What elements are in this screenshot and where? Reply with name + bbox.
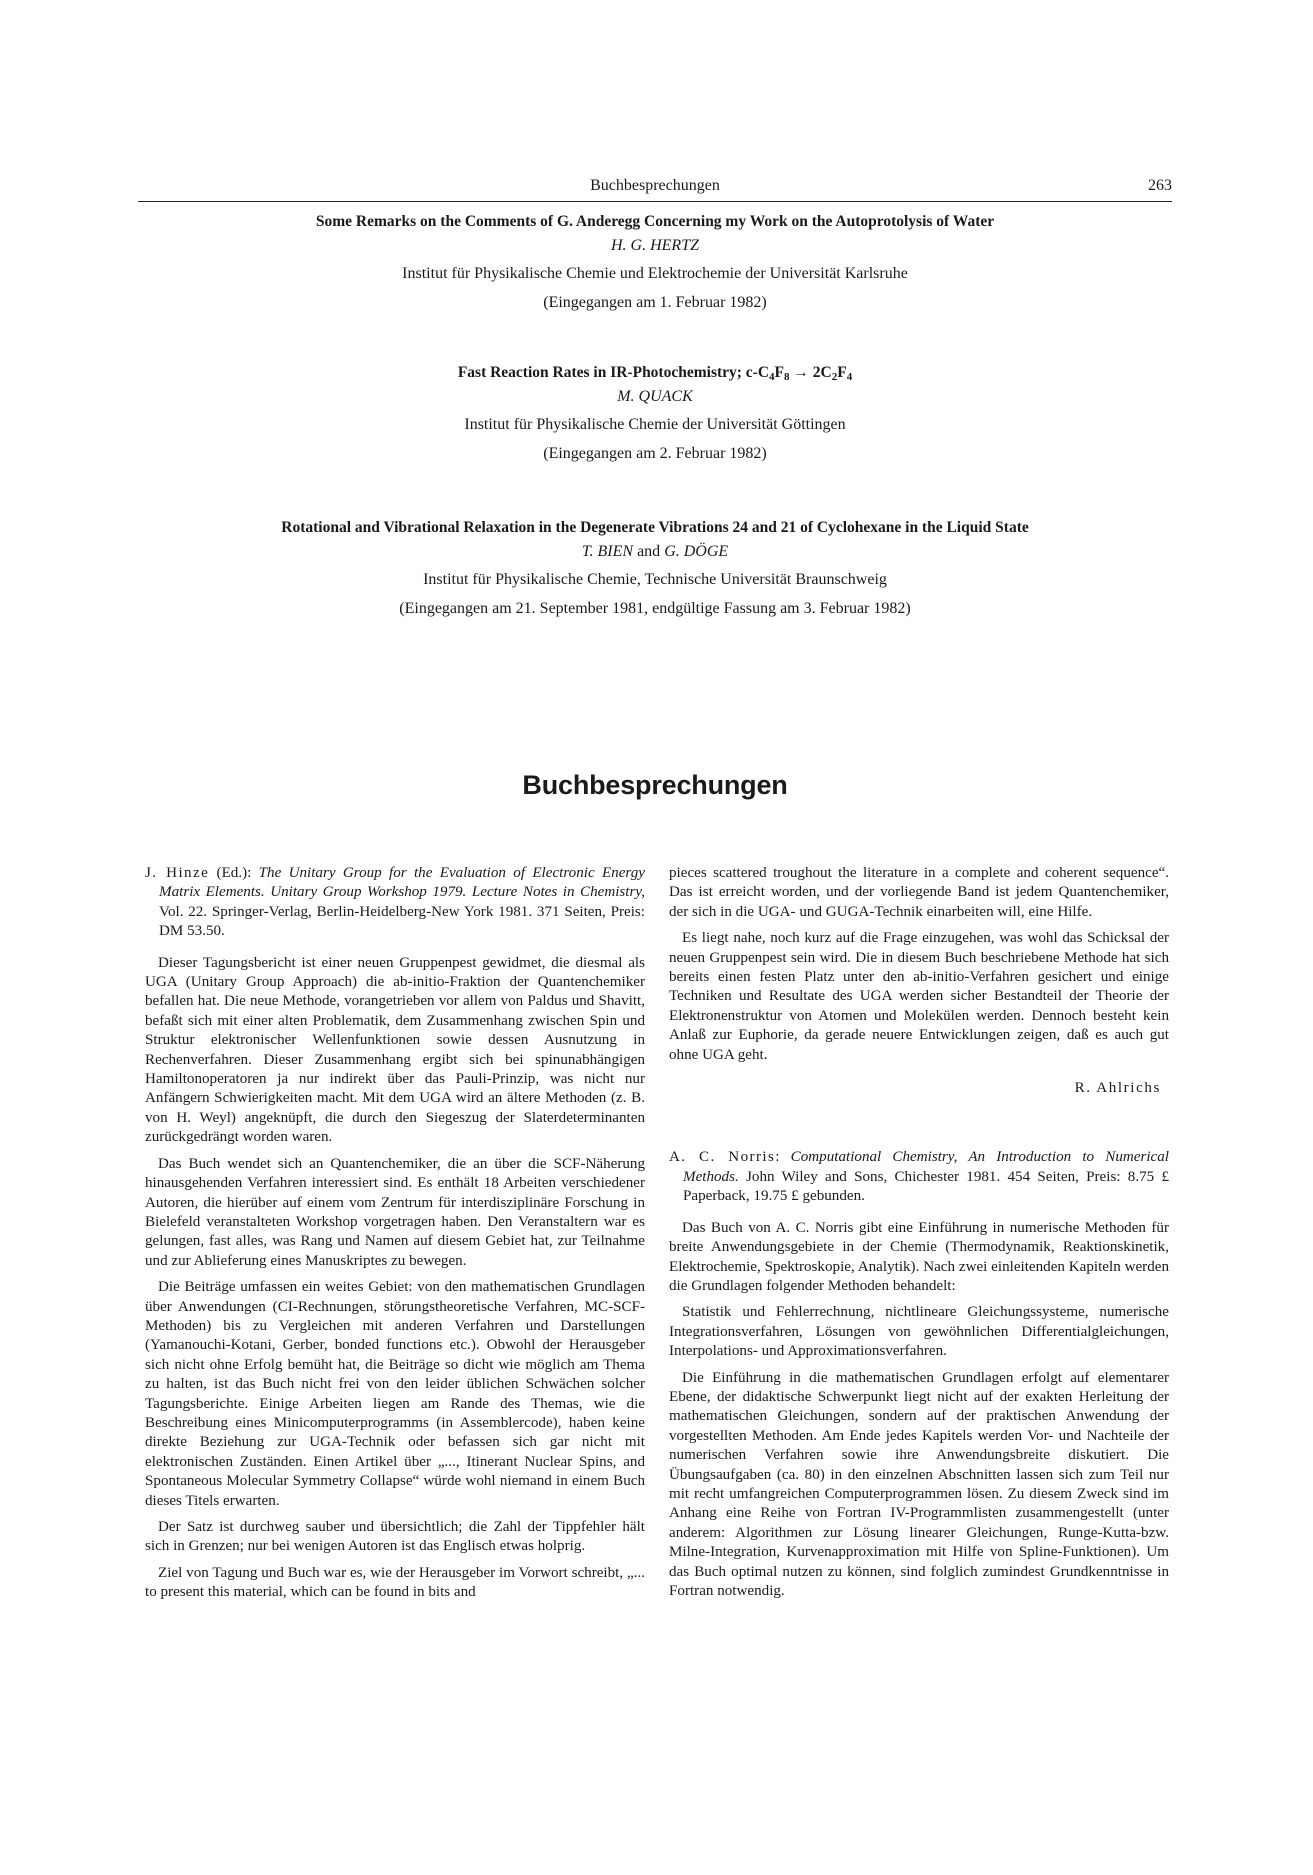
- section-heading: Buchbesprechungen: [522, 770, 788, 800]
- author-name: T. BIEN: [581, 543, 634, 560]
- notice-title: [138, 363, 1172, 383]
- review-paragraph: Der Satz ist durchweg sauber und übersichtlich; die Zahl der Tippfehler hält sich in Grenzen; nur bei wenigen Autoren ist das Englisch etwas holprig.: [145, 1519, 645, 1555]
- running-header: [138, 175, 1172, 202]
- notice-3: [138, 518, 1172, 624]
- notice-author: H. G. HERTZ: [610, 237, 699, 254]
- review-paragraph: Die Einführung in die mathematischen Grundlagen erfolgt auf elementarer Ebene, der didaktische Schwerpunkt liegt nicht auf der exakten Herleitung der mathematischen Gleichungen, sondern auf der praktischen Anwendung der vorgestellten Methoden. Am Ende jedes Kapitels werden Vor- und Nachteile der numerischen Verfahren sowie ihre Anwendungsbreite diskutiert. Die Übungsaufgaben (ca. 80) in den einzelnen Abschnitten lassen sich zum Teil nur mit recht umfangreichen Computerprogrammen lösen. Zu diesem Zweck sind im Anhang eine Reihe von Fortran IV-Programmlisten zusammengestellt (unter anderem: Algorithmen zur Lösung linearer Gleichungen, Runge-Kutta-bzw. Milne-Integration, Kurvenapproximation mit Hilfe von Spline-Funktionen). Um das Buch optimal nutzen zu können, sind folglich zumindest Grundkenntnisse in Fortran notwendig.: [669, 1369, 1169, 1599]
- notice-title: Rotational and Vibrational Relaxation in the Degenerate Vibrations 24 and 21 of Cyclohexane in the Liquid State: [281, 519, 1029, 536]
- notice-received: (Eingegangen am 2. Februar 1982): [543, 445, 767, 462]
- running-title: Buchbesprechungen: [590, 177, 720, 194]
- notice-institution: Institut für Physikalische Chemie, Technische Universität Braunschweig: [423, 571, 887, 588]
- reviewer-name: R. Ahlrichs: [1074, 1080, 1161, 1097]
- notice-institution: Institut für Physikalische Chemie der Universität Göttingen: [464, 416, 846, 433]
- notice-1: [138, 212, 1172, 318]
- review-paragraph: Das Buch von A. C. Norris gibt eine Einführung in numerische Methoden für breite Anwendungsgebiete in der Chemie (Thermodynamik, Reaktionskinetik, Elektrochemie, Spektroskopie, Analytik). Nach zwei einleitenden Kapiteln werden die Grundlagen folgender Methoden behandelt:: [669, 1219, 1169, 1294]
- notice-received: (Eingegangen am 1. Februar 1982): [543, 294, 767, 311]
- ref-colon: :: [775, 1149, 791, 1166]
- review-paragraph: Ziel von Tagung und Buch war es, wie der Herausgeber im Vorwort schreibt, „... to present this material, which can be found in bits and: [145, 1564, 645, 1601]
- ref-title: Computational Chemistry, An Introduction to Numerical Methods.: [683, 1149, 1169, 1185]
- ref-details: Vol. 22. Springer-Verlag, Berlin-Heidelberg-New York 1981. 371 Seiten, Preis: DM 53.50.: [159, 903, 645, 940]
- author-conjunction: and: [633, 543, 665, 560]
- ref-author: J. Hinze: [145, 865, 210, 881]
- review-paragraph: Dieser Tagungsbericht ist einer neuen Gruppenpest gewidmet, die diesmal als UGA (Unitary Group Approach) die ab-initio-Fraktion der Quantenchemiker befallen hat. Die neue Methode, vorangetrieben vor allem von Paldus und Shavitt, befaßt sich mit einer alten Problematik, dem Zusammenhang zwischen Spin und Struktur elektronischer Wellenfunktionen sowie dessen Ausnutzung in Rechenverfahren. Dieser Zusammenhang ergibt sich bei spinunabhängigen Hamiltonoperatoren ja nur indirekt über das Pauli-Prinzip, was nicht nur Anfängern Schwierigkeiten macht. Mit dem UGA wird an ältere Methoden (z. B. von H. Weyl) angeknüpft, die durch den Siegeszug der Slaterdeterminanten zurückgedrängt worden waren.: [145, 954, 645, 1146]
- title-sub: 4: [769, 371, 775, 383]
- review-paragraph: Statistik und Fehlerrechnung, nichtlineare Gleichungssysteme, numerische Integrationsverfahren, Lösungen von gewöhnlichen Differentialgleichungen, Interpolations- und Approximationsverfahren.: [669, 1304, 1169, 1360]
- title-sub: 2: [831, 371, 838, 383]
- review-paragraph: Das Buch wendet sich an Quantenchemiker, die an über die SCF-Näherung hinausgehenden Verfahren interessiert sind. Es enthält 18 Arbeiten verschiedener Autoren, die hierüber auf einem vom Zentrum für interdisziplinäre Forschung in Bielefeld veranstalteten Workshop vorgetragen haben. Den Veranstaltern war es gelungen, fast alles, was Rang und Namen auf diesem Gebiet hat, zur Teilnahme und zur Ablieferung eines Manuskriptes zu bewegen.: [145, 1155, 645, 1269]
- title-sub: 8: [784, 371, 790, 383]
- ref-details: John Wiley and Sons, Chichester 1981. 454 Seiten, Preis: 8.75 £ Paperback, 19.75 £ gebunden.: [683, 1168, 1169, 1205]
- notice-2: [138, 363, 1172, 469]
- notice-author: M. QUACK: [617, 388, 693, 405]
- book-reference: [145, 864, 645, 942]
- ref-author: A. C. Norris: [669, 1149, 776, 1166]
- right-column: [669, 864, 1169, 1608]
- ref-ed: (Ed.):: [209, 865, 259, 881]
- notice-received: (Eingegangen am 21. September 1981, endgültige Fassung am 3. Februar 1982): [399, 600, 911, 617]
- notice-institution: Institut für Physikalische Chemie und Elektrochemie der Universität Karlsruhe: [402, 265, 908, 282]
- notice-title: Some Remarks on the Comments of G. Anderegg Concerning my Work on the Autoprotolysis of Water: [315, 213, 995, 230]
- title-text: F: [774, 364, 785, 381]
- review-paragraph: pieces scattered troughout the literature in a complete and coherent sequence“. Das ist erreicht worden, und der vorliegende Band ist jedem Quantenchemiker, der sich in die UGA- und GUGA-Technik einarbeiten will, eine Hilfe.: [669, 865, 1169, 920]
- book-reference: [669, 1148, 1169, 1206]
- left-column: [145, 864, 645, 1610]
- title-sub: 4: [846, 371, 853, 383]
- title-text: F: [837, 364, 847, 381]
- ref-title: The Unitary Group for the Evaluation of Electronic Energy Matrix Elements. Unitary Group Workshop 1979. Lecture Notes in Chemistry,: [159, 865, 645, 901]
- page-number: 263: [1148, 177, 1172, 194]
- review-paragraph: Es liegt nahe, noch kurz auf die Frage einzugehen, was wohl das Schicksal der neuen Gruppenpest sein wird. Die in diesem Buch beschriebene Methode hat sich bereits einen festen Platz unter den ab-initio-Verfahren gesichert und einige Techniken und Resultate des UGA werden sicher Bestandteil der Theorie der Elektronenstruktur von Atomen und Molekülen werden. Dennoch besteht kein Anlaß zur Euphorie, da gerade neuere Entwicklungen zeigen, daß es auch gut ohne UGA geht.: [669, 930, 1169, 1063]
- author-name: G. DÖGE: [664, 543, 729, 560]
- review-paragraph: Die Beiträge umfassen ein weites Gebiet: von den mathematischen Grundlagen über Anwendungen (CI-Rechnungen, störungstheoretische Verfahren, MC-SCF-Methoden) bis zu Vergleichen mit anderen Verfahren und Darstellungen (Yamanouchi-Kotani, Gerber, bonded functions etc.). Obwohl der Herausgeber sich nicht ohne Erfolg bemüht hat, die Beiträge so dicht wie möglich am Thema zu halten, ist das Buch nicht frei von den leider üblichen Schwächen solcher Tagungsberichte. Einige Arbeiten liegen am Rande des Themas, wie die Beschreibung eines Minicomputerprogramms (in Assemblercode), haben keine direkte Beziehung zur UGA-Technik oder befassen sich gar nicht mit elektronischen Zuständen. Einen Artikel über „..., Itinerant Nuclear Spins, and Spontaneous Molecular Symmetry Collapse“ würde wohl niemand in einem Buch dieses Titels erwarten.: [145, 1279, 645, 1509]
- title-text: → 2C: [789, 364, 832, 381]
- title-text: Fast Reaction Rates in IR-Photochemistry; c-C: [457, 364, 770, 381]
- notice-author: [138, 538, 1172, 566]
- review-separator: [669, 1098, 1169, 1148]
